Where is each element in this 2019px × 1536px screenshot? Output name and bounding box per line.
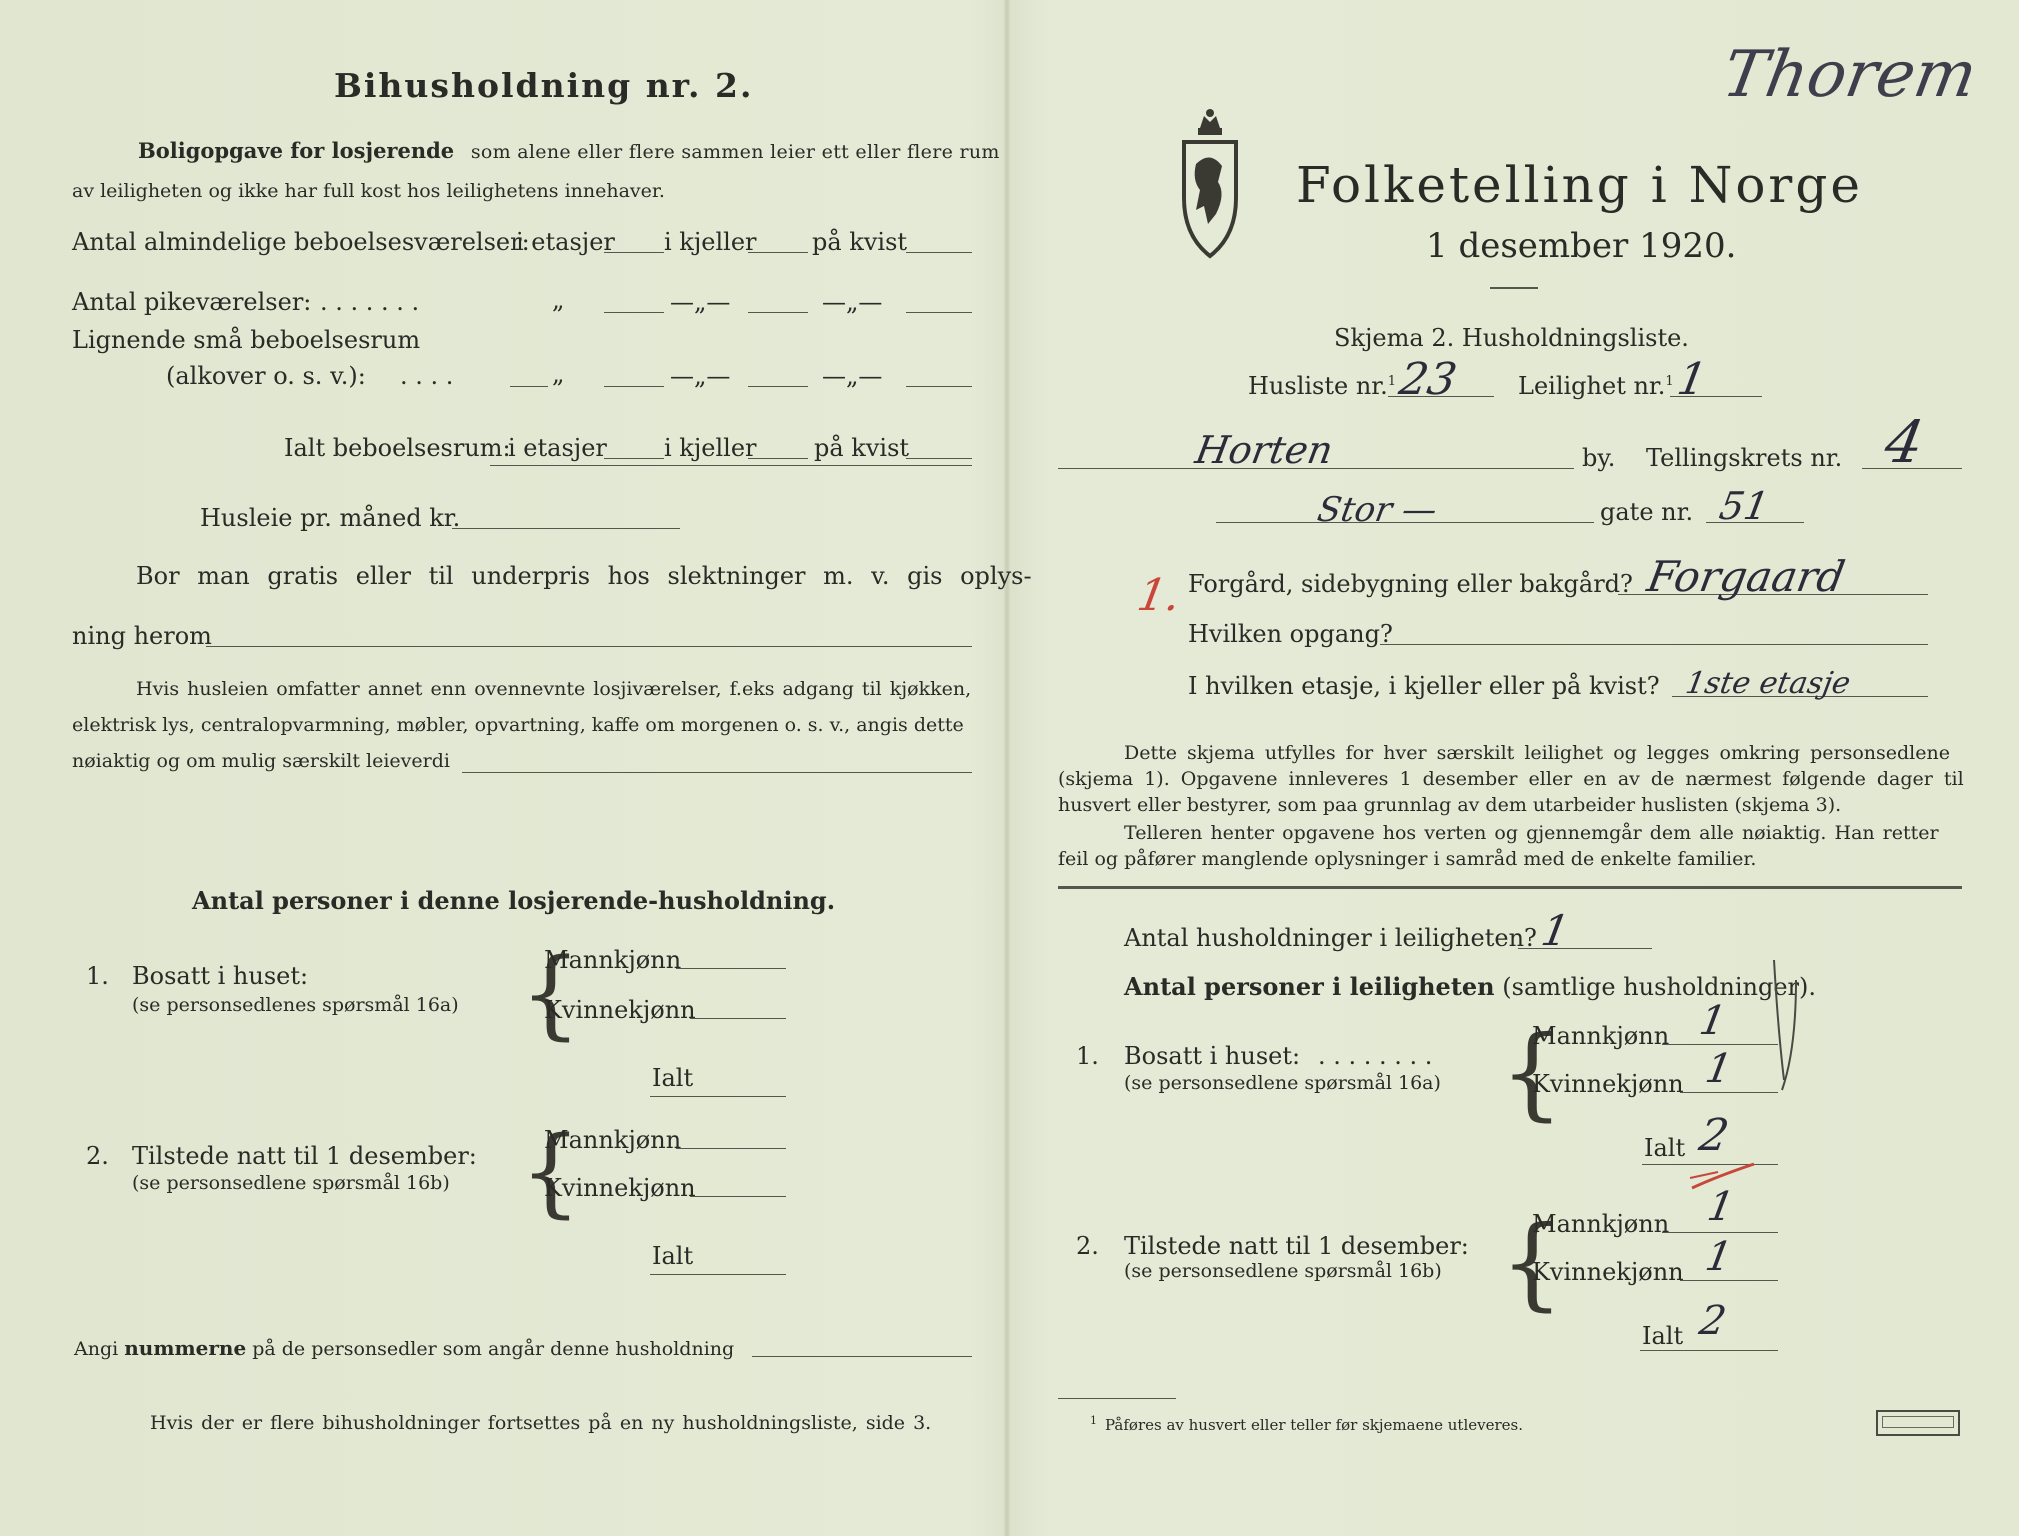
right-q2-sub: (se personsedlene spørsmål 16b) [1124,1260,1442,1282]
ialt-rum-kvist-field[interactable] [906,458,972,459]
left-q1-sub: (se personsedlenes spørsmål 16a) [132,994,459,1016]
alkover-quote: „ [552,360,565,388]
right-q2-label: Tilstede natt til 1 desember: [1124,1232,1469,1260]
leilighet-value: 1 [1673,354,1711,405]
alkover-dots: . . . . [400,362,454,390]
left-q2-kvinne-field[interactable] [690,1196,786,1197]
margin-mark: 1. [1133,570,1185,621]
husleie-label: Husleie pr. måned kr. [200,504,461,532]
signature: Thorem [1717,38,1983,112]
info-line-4: Telleren henter opgavene hos verten og gjennemgår dem alle nøiaktig. Han retter [1124,822,1939,844]
printer-stamp-inner [1882,1416,1954,1428]
left-q2-label: Tilstede natt til 1 desember: [132,1142,477,1170]
bor-field[interactable] [206,646,972,647]
angi-line [74,1336,734,1360]
alkover-field-2[interactable] [748,386,808,387]
left-q1-mann-field[interactable] [676,968,786,969]
info-line-3: husvert eller bestyrer, som paa grunnlag av dem utarbeider huslisten (skjema 3). [1058,794,1842,816]
left-q1-ialt-label: Ialt [652,1064,694,1092]
leilighet-footnote-mark: 1 [1665,374,1674,389]
right-q1-mann-label: Mannkjønn [1532,1022,1670,1050]
husleie-field[interactable] [452,528,680,529]
left-q1-label: Bosatt i huset: [132,962,309,990]
printer-stamp [1876,1410,1960,1436]
right-q2-kvinne-field[interactable] [1680,1280,1778,1281]
alkover-label: (alkover o. s. v.): [166,362,366,390]
husliste-text: Husliste nr. [1248,372,1388,400]
pike-quote: „ [552,286,565,314]
husliste-value: 23 [1395,354,1461,405]
rooms-kvist-field[interactable] [906,252,972,253]
angi-post: på de personsedler som angår denne husholdning [252,1338,735,1360]
right-q1-dots: . . . . . . . . [1318,1042,1433,1070]
angi-bold: nummerne [124,1336,247,1360]
pers-bold: Antal personer i leiligheten [1124,972,1495,1001]
info-line-1: Dette skjema utfylles for hver særskilt leilighet og legges omkring personsedlene [1124,742,1950,764]
leieverdi-field[interactable] [462,772,972,773]
info-separator [1058,886,1962,889]
ialt-rum-paa-kvist: på kvist [814,434,910,462]
ialt-rum-i-etasjer: i etasjer [508,434,607,462]
lignende-label: Lignende små beboelsesrum [72,326,421,354]
left-q2-mann-label: Mannkjønn [544,1126,682,1154]
alkover-lead [510,386,548,387]
leilighet-label [1518,372,1674,400]
city-value: Horten [1192,428,1337,472]
rooms-kjeller-field[interactable] [748,252,808,253]
info-line-5: feil og påfører manglende oplysninger i samråd med de enkelte familier. [1058,848,1757,870]
right-q1-label: Bosatt i huset: [1124,1042,1301,1070]
left-q2-mann-field[interactable] [676,1148,786,1149]
left-q2-ialt-label: Ialt [652,1242,694,1270]
etasje-value: 1ste etasje [1682,666,1854,701]
gate-value: 51 [1716,484,1773,528]
hush-label: Antal husholdninger i leiligheten? [1124,924,1537,952]
form-title: Folketelling i Norge [1296,156,1863,214]
bor-line-2: ning herom [72,622,212,650]
rooms-etasjer-field[interactable] [604,252,664,253]
forgaard-label: Forgård, sidebygning eller bakgård? [1188,570,1633,598]
ialt-rum-i-kjeller: i kjeller [664,434,757,462]
title-rule [1490,287,1538,289]
skjema-label: Skjema 2. Husholdningsliste. [1334,324,1689,352]
right-q1-ialt-label: Ialt [1644,1134,1686,1162]
info-line-2: (skjema 1). Opgavene innleveres 1 desember eller en av de nærmest følgende dager til [1058,768,1964,790]
right-q2-ialt-label: Ialt [1642,1322,1684,1350]
right-q2-brace: { [1500,1204,1564,1321]
ialt-rum-underline [490,465,972,466]
husliste-footnote-mark: 1 [1387,374,1397,389]
pike-dash-2: —„— [822,288,883,316]
angi-pre: Angi [74,1338,119,1360]
pike-dots: . . . . . . . [320,288,420,316]
hvis-line-2: elektrisk lys, centralopvarmning, møbler, opvartning, kaffe om morgenen o. s. v., angis dette [72,714,964,736]
left-q2-kvinne-label: Kvinnekjønn [544,1174,696,1202]
left-q1-brace: { [520,938,582,1050]
right-q2-num: 2. [1076,1232,1099,1260]
left-footer: Hvis der er flere bihusholdninger fortsettes på en ny husholdningsliste, side 3. [150,1412,932,1434]
right-q2-mann-label: Mannkjønn [1532,1210,1670,1238]
alkover-dash-2: —„— [822,362,883,390]
intro-bold: Boligopgave for losjerende [138,138,455,163]
footnote-rule [1058,1398,1176,1399]
leilighet-text: Leilighet nr. [1518,372,1666,400]
left-q1-kvinne-label: Kvinnekjønn [544,996,696,1024]
pike-label: Antal pikeværelser: [72,288,312,316]
hush-value: 1 [1537,906,1574,955]
pike-field-1[interactable] [604,312,664,313]
alkover-field-1[interactable] [604,386,664,387]
footnote-line [1090,1414,1523,1434]
right-q1-kvinne-value: 1 [1701,1046,1736,1092]
intro-line-2: av leiligheten og ikke har full kost hos leilighetens innehaver. [72,180,665,202]
hvis-line-1: Hvis husleien omfatter annet enn ovennevnte losjiværelser, f.eks adgang til kjøkken, [136,678,972,700]
rooms-label: Antal almindelige beboelsesværelser: [72,228,530,256]
left-q2-num: 2. [86,1142,109,1170]
right-q1-brace: { [1500,1014,1564,1131]
ialt-rum-kjeller-field[interactable] [748,458,808,459]
coat-of-arms-icon [1176,106,1244,260]
right-q2-kvinne-label: Kvinnekjønn [1532,1258,1684,1286]
right-q1-ialt-value: 2 [1695,1110,1733,1161]
rooms-i-etasjer: i etasjer [516,228,615,256]
intro-line-1 [138,138,1000,163]
angi-field[interactable] [752,1356,972,1357]
gate-label: gate nr. [1600,498,1694,526]
left-title: Bihusholdning nr. 2. [334,66,754,105]
left-q2-brace: { [520,1116,582,1228]
page-fold [1004,0,1010,1536]
alkover-field-3[interactable] [906,386,972,387]
right-q2-mann-value: 1 [1703,1184,1738,1230]
right-q1-num: 1. [1076,1042,1099,1070]
footnote-text: Påføres av husvert eller teller før skjemaene utleveres. [1105,1416,1523,1434]
ialt-rum-etasjer-field[interactable] [604,458,664,459]
left-q1-mann-label: Mannkjønn [544,946,682,974]
form-date: 1 desember 1920. [1426,226,1737,266]
pike-dash-1: —„— [670,288,731,316]
right-q1-mann-value: 1 [1695,998,1730,1044]
left-q1-num: 1. [86,962,109,990]
antal-heading: Antal personer i denne losjerende-husholdning. [192,886,836,915]
pers-heading [1124,972,1816,1001]
bor-line-1: Bor man gratis eller til underpris hos slektninger m. v. gis oplys- [136,562,1032,590]
ialt-rum-label: Ialt beboelsesrum: [284,434,511,462]
right-q2-ialt-field[interactable] [1640,1350,1778,1351]
street-value: Stor — [1314,490,1441,530]
pers-rest: (samtlige husholdninger). [1502,973,1817,1001]
rooms-paa-kvist: på kvist [812,228,908,256]
right-q1-kvinne-label: Kvinnekjønn [1532,1070,1684,1098]
by-label: by. [1582,444,1616,472]
left-q1-kvinne-field[interactable] [690,1018,786,1019]
husliste-label [1248,372,1396,400]
pike-field-2[interactable] [748,312,808,313]
right-q2-ialt-value: 2 [1695,1298,1730,1344]
footnote-mark: 1 [1090,1414,1097,1427]
left-q2-sub: (se personsedlene spørsmål 16b) [132,1172,450,1194]
krets-label: Tellingskrets nr. [1646,444,1843,472]
opgang-label: Hvilken opgang? [1188,620,1393,648]
pike-field-3[interactable] [906,312,972,313]
forgaard-value: Forgaard [1643,552,1849,601]
rooms-i-kjeller: i kjeller [664,228,757,256]
alkover-dash-1: —„— [670,362,731,390]
intro-rest: som alene eller flere sammen leier ett eller flere rum [470,141,1000,163]
left-q2-ialt-field[interactable] [650,1274,786,1275]
right-q1-sub: (se personsedlene spørsmål 16a) [1124,1072,1441,1094]
opgang-field[interactable] [1380,644,1928,645]
right-q2-kvinne-value: 1 [1701,1234,1736,1280]
etasje-label: I hvilken etasje, i kjeller eller på kvist? [1188,672,1660,700]
check-mark-icon [1760,940,1810,1130]
hvis-line-3: nøiaktig og om mulig særskilt leieverdi [72,750,450,772]
krets-value: 4 [1880,408,1929,476]
right-q2-mann-field[interactable] [1662,1232,1778,1233]
left-q1-ialt-field[interactable] [650,1096,786,1097]
